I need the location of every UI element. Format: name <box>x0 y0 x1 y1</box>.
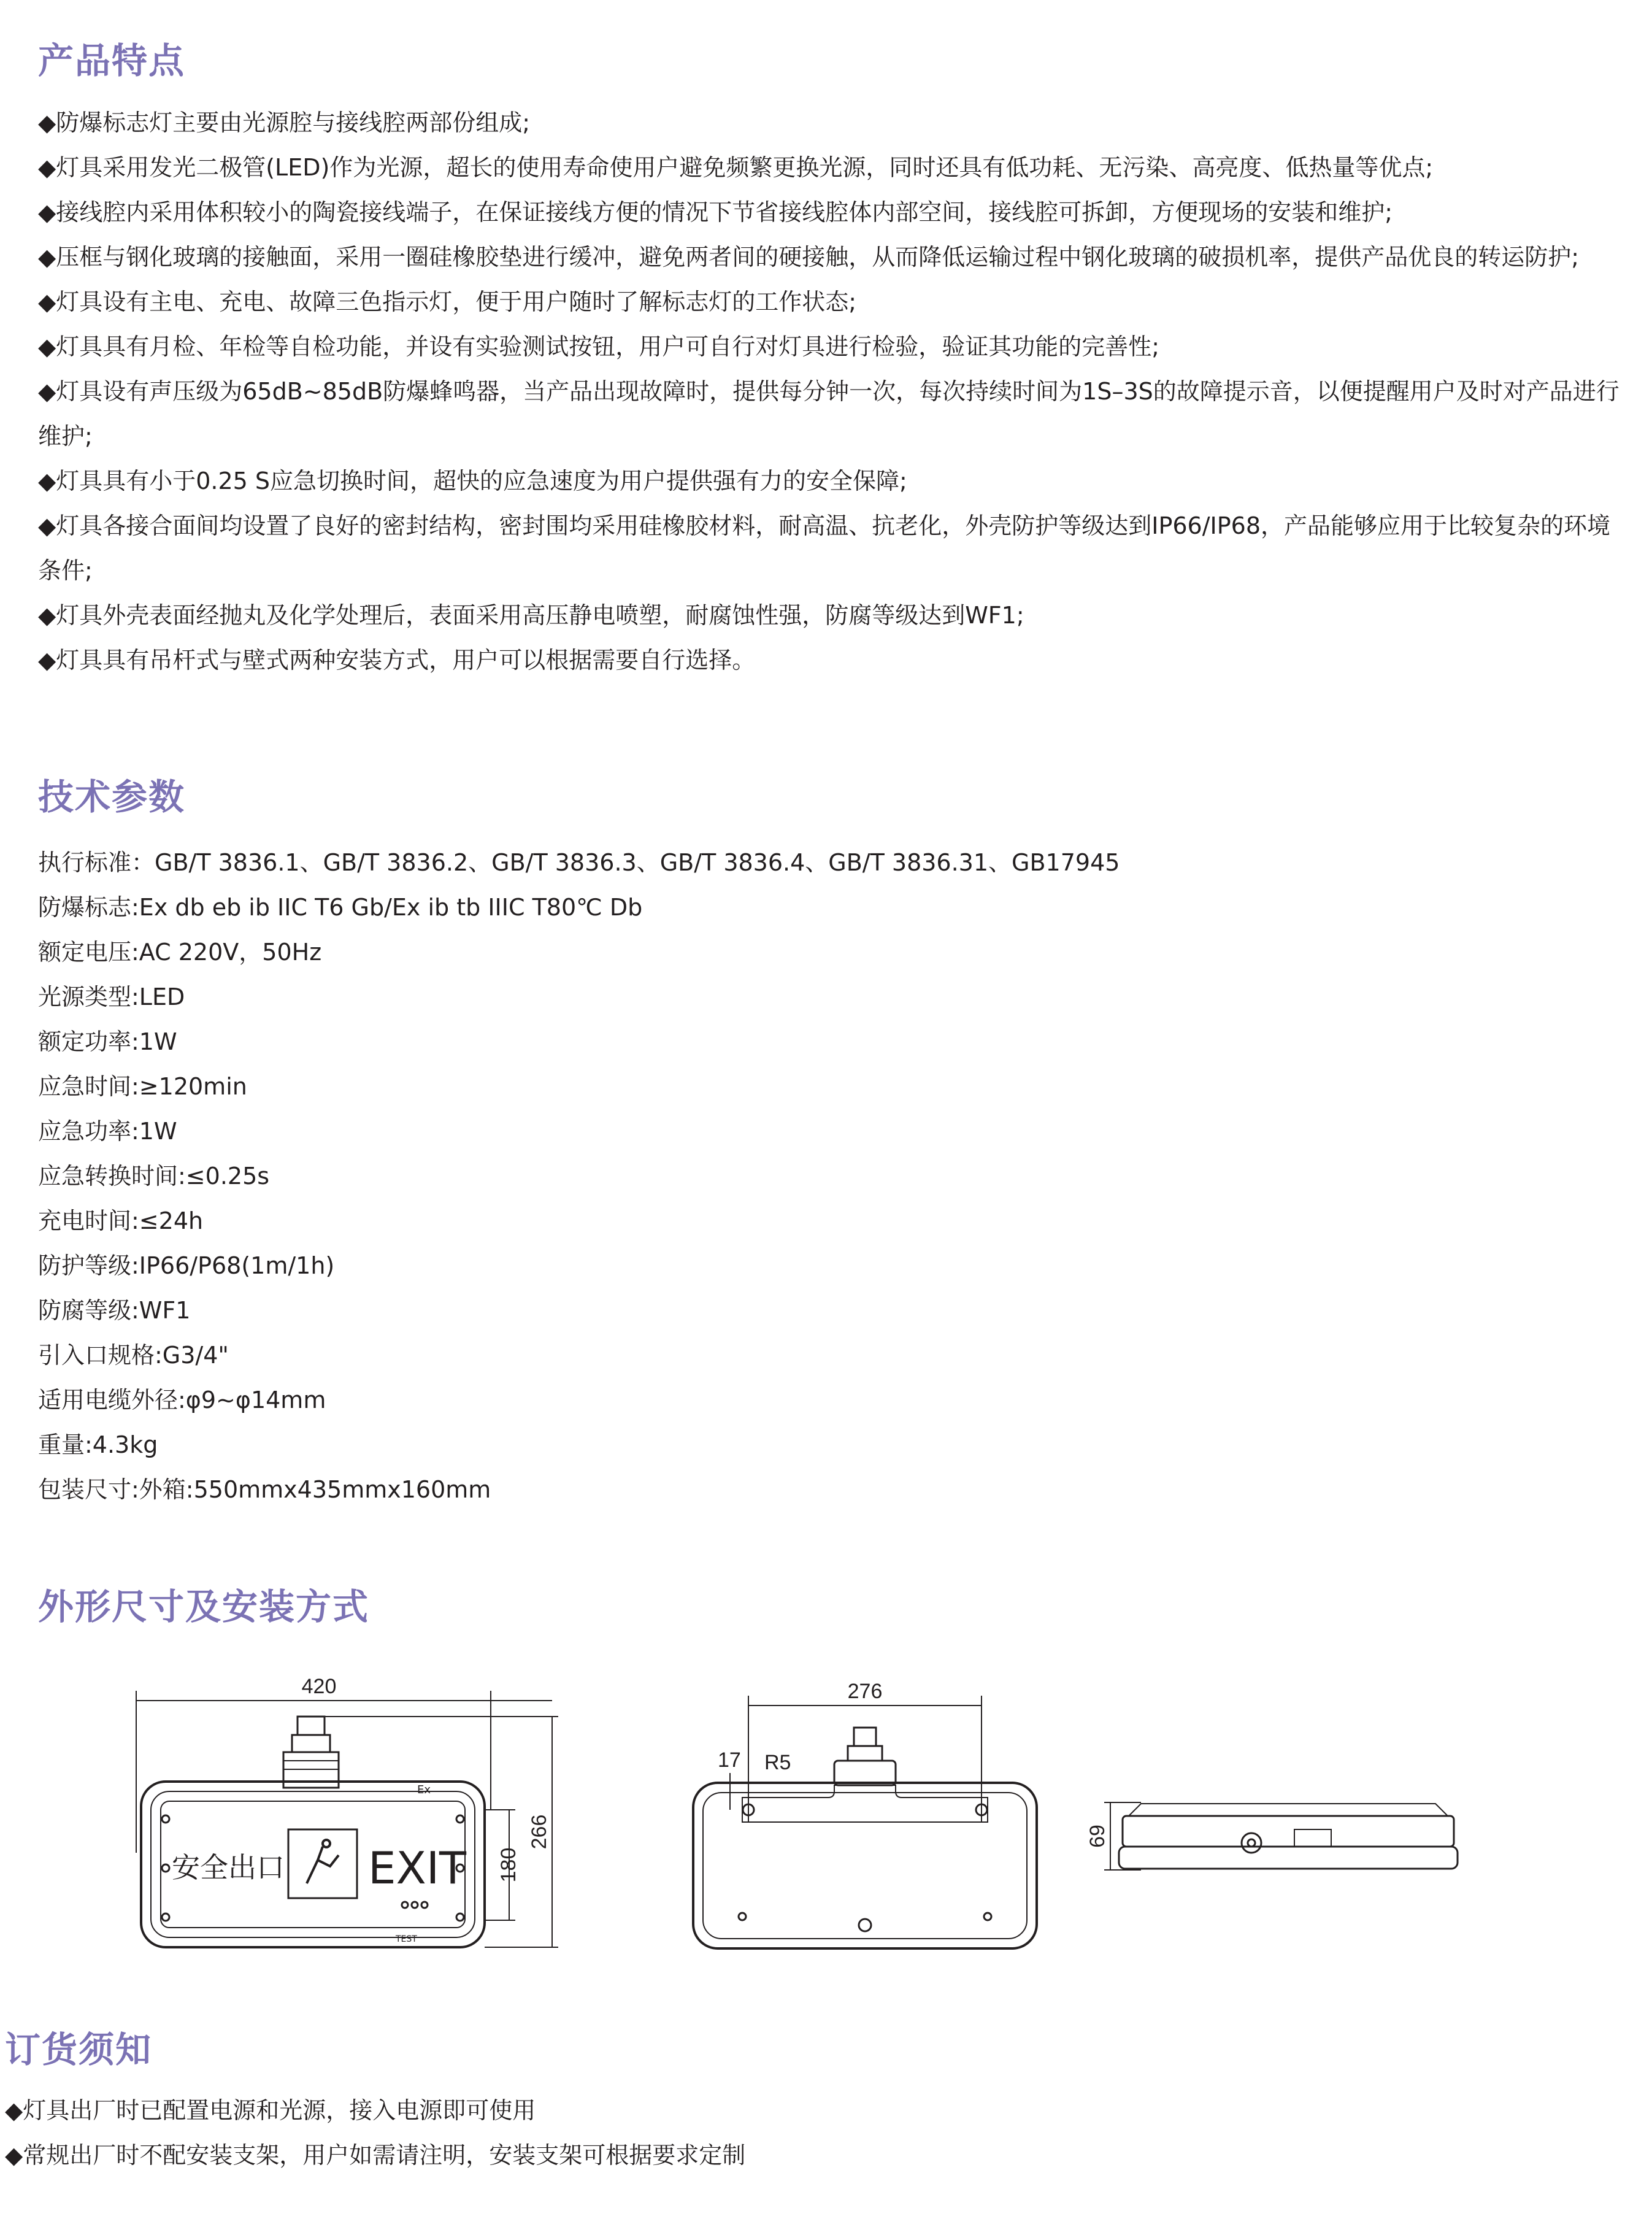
specs-block <box>38 840 1633 1512</box>
ordering-block <box>5 2088 1600 2178</box>
diamond-bullet-icon: ◆ <box>5 2097 23 2124</box>
feature-item-text: 接线腔内采用体积较小的陶瓷接线端子，在保证接线方便的情况下节省接线腔体内部空间，接线腔可拆卸，方便现场的安装和维护; <box>56 199 1393 226</box>
diamond-bullet-icon: ◆ <box>38 199 56 226</box>
back-offset-dimension: 17 <box>718 1748 741 1772</box>
spec-item: 防爆标志:Ex db eb ib IIC T6 Gb/Ex ib tb IIIC T80℃ Db <box>38 894 643 921</box>
diamond-bullet-icon: ◆ <box>5 2142 23 2169</box>
spec-item: 光源类型:LED <box>38 983 185 1010</box>
diamond-bullet-icon: ◆ <box>38 244 56 271</box>
feature-item-text: 灯具外壳表面经抛丸及化学处理后，表面采用高压静电喷塑，耐腐蚀性强，防腐等级达到WF1; <box>56 602 1024 629</box>
features-list <box>38 101 1633 683</box>
features-block <box>38 101 1633 683</box>
diamond-bullet-icon: ◆ <box>38 602 56 629</box>
feature-item <box>38 145 1633 190</box>
front-height-inner-dimension: 180 <box>497 1847 520 1883</box>
spec-item: 执行标准：GB/T 3836.1、GB/T 3836.2、GB/T 3836.3、GB/T 3836.4、GB/T 3836.31、GB17945 <box>38 849 1120 876</box>
feature-item <box>38 101 1633 145</box>
feature-item-text: 灯具设有声压级为65dB~85dB防爆蜂鸣器，当产品出现故障时，提供每分钟一次，每次持续时间为1S–3S的故障提示音，以便提醒用户及时对产品进行维护; <box>38 378 1619 450</box>
diamond-bullet-icon: ◆ <box>38 288 56 315</box>
ordering-item-text: 灯具出厂时已配置电源和光源，接入电源即可使用 <box>23 2097 536 2124</box>
diamond-bullet-icon: ◆ <box>38 154 56 181</box>
feature-item <box>38 235 1633 280</box>
spec-item: 适用电缆外径:φ9~φ14mm <box>38 1386 326 1413</box>
back-radius-dimension: R5 <box>764 1751 791 1774</box>
features-title: 产品特点 <box>38 40 186 82</box>
spec-item: 应急功率:1W <box>38 1118 177 1145</box>
diamond-bullet-icon: ◆ <box>38 467 56 494</box>
front-test-label: TEST <box>396 1934 417 1944</box>
spec-item: 应急转换时间:≤0.25s <box>38 1163 270 1190</box>
ordering-title: 订货须知 <box>5 2029 153 2071</box>
ordering-item-text: 常规出厂时不配安装支架，用户如需请注明，安装支架可根据要求定制 <box>23 2142 746 2169</box>
spec-item: 重量:4.3kg <box>38 1431 158 1458</box>
back-view-drawing <box>681 1669 1061 1963</box>
spec-item: 应急时间:≥120min <box>38 1073 247 1100</box>
front-view-drawing <box>123 1669 589 1975</box>
feature-item <box>38 504 1633 593</box>
front-width-dimension: 420 <box>301 1675 337 1698</box>
diamond-bullet-icon: ◆ <box>38 647 56 674</box>
spec-item: 充电时间:≤24h <box>38 1207 204 1234</box>
front-sign-cn: 安全出口 <box>172 1851 285 1884</box>
specs-list <box>38 840 1633 1512</box>
feature-item <box>38 280 1633 325</box>
feature-item-text: 防爆标志灯主要由光源腔与接线腔两部份组成; <box>56 109 531 136</box>
front-height-outer-dimension: 266 <box>528 1814 551 1850</box>
diamond-bullet-icon: ◆ <box>38 512 56 539</box>
dimensions-title: 外形尺寸及安装方式 <box>38 1586 370 1628</box>
side-depth-dimension: 69 <box>1086 1825 1109 1848</box>
side-view-drawing <box>1086 1791 1497 1914</box>
feature-item <box>38 369 1633 459</box>
spec-item: 额定功率:1W <box>38 1028 177 1055</box>
feature-item-text: 灯具具有小于0.25 S应急切换时间，超快的应急速度为用户提供强有力的安全保障; <box>56 467 907 494</box>
feature-item-text: 压框与钢化玻璃的接触面，采用一圈硅橡胶垫进行缓冲，避免两者间的硬接触，从而降低运输过程中钢化玻璃的破损机率，提供产品优良的转运防护; <box>56 244 1580 271</box>
feature-item <box>38 459 1633 504</box>
diamond-bullet-icon: ◆ <box>38 333 56 360</box>
feature-item <box>38 593 1633 638</box>
specs-title: 技术参数 <box>38 776 186 818</box>
feature-item-text: 灯具具有吊杆式与壁式两种安装方式，用户可以根据需要自行选择。 <box>56 647 756 674</box>
feature-item-text: 灯具采用发光二极管(LED)作为光源，超长的使用寿命使用户避免频繁更换光源，同时还具有低功耗、无污染、高亮度、低热量等优点; <box>56 154 1434 181</box>
feature-item <box>38 638 1633 683</box>
feature-item-text: 灯具各接合面间均设置了良好的密封结构，密封围均采用硅橡胶材料，耐高温、抗老化，外壳防护等级达到IP66/IP68，产品能够应用于比较复杂的环境条件; <box>38 512 1610 584</box>
spec-item: 额定电压:AC 220V，50Hz <box>38 939 322 966</box>
front-ex-mark: Ex <box>417 1783 431 1796</box>
ordering-item <box>5 2088 1600 2133</box>
spec-item: 防腐等级:WF1 <box>38 1297 191 1324</box>
diamond-bullet-icon: ◆ <box>38 109 56 136</box>
feature-item <box>38 190 1633 235</box>
feature-item-text: 灯具设有主电、充电、故障三色指示灯，便于用户随时了解标志灯的工作状态; <box>56 288 857 315</box>
spec-item: 防护等级:IP66/P68(1m/1h) <box>38 1252 335 1279</box>
feature-item <box>38 325 1633 369</box>
spec-item: 包装尺寸:外箱:550mmx435mmx160mm <box>38 1476 491 1503</box>
diamond-bullet-icon: ◆ <box>38 378 56 405</box>
feature-item-text: 灯具具有月检、年检等自检功能，并设有实验测试按钮，用户可自行对灯具进行检验，验证其功能的完善性; <box>56 333 1160 360</box>
front-sign-en: EXIT <box>368 1842 467 1894</box>
ordering-list <box>5 2088 1600 2178</box>
ordering-item <box>5 2133 1600 2178</box>
back-width-dimension: 276 <box>847 1680 883 1703</box>
spec-item: 引入口规格:G3/4" <box>38 1342 229 1369</box>
